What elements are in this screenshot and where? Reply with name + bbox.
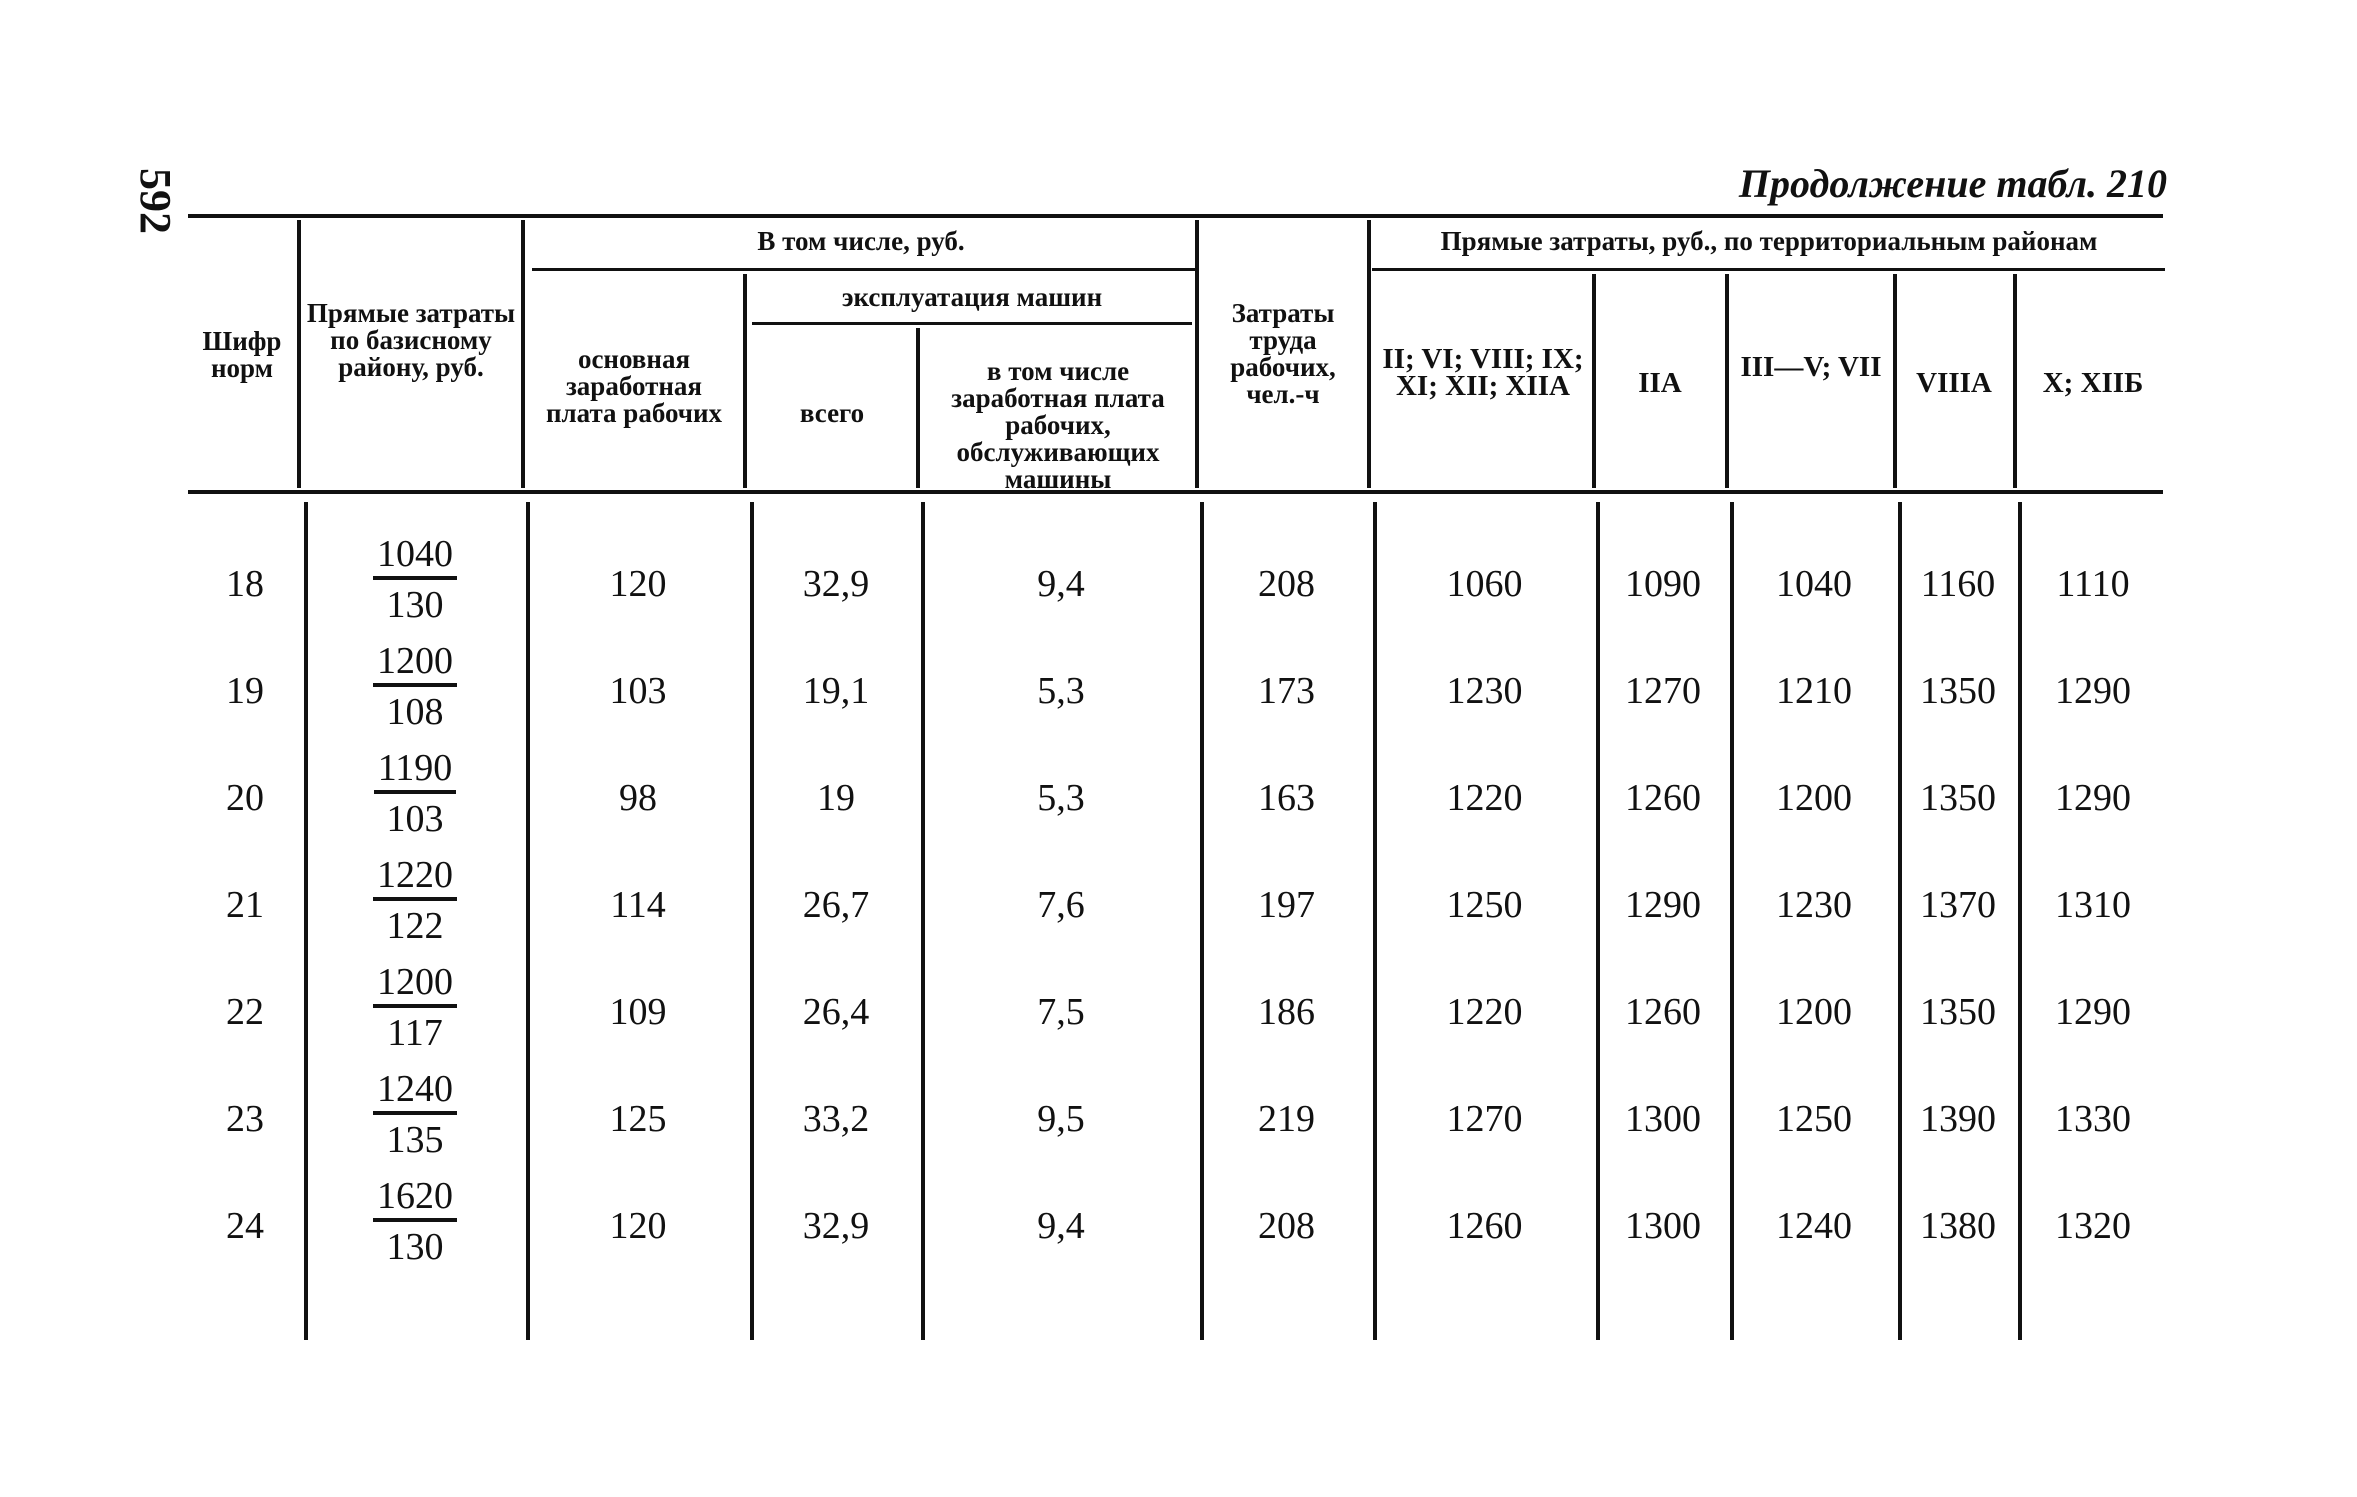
fraction-denominator: 103 xyxy=(386,798,444,840)
header-v-tom-chisle: В том числе, руб. xyxy=(757,226,965,256)
fraction-numerator: 1220 xyxy=(373,853,457,901)
cell-r2: 1260 xyxy=(1625,991,1701,1033)
cell-pryamye-fraction xyxy=(308,532,522,630)
cell-r4: 1390 xyxy=(1920,1098,1996,1140)
fraction-numerator: 1190 xyxy=(374,746,457,794)
fraction xyxy=(373,1174,457,1272)
cell-pryamye-fraction xyxy=(308,1174,522,1272)
cell-vsego: 32,9 xyxy=(802,563,870,605)
cell-r4: 1370 xyxy=(1920,884,1996,926)
cell-r2: 1270 xyxy=(1625,670,1701,712)
fraction-denominator: 117 xyxy=(387,1012,443,1054)
col-divider-6 xyxy=(1367,220,1371,488)
cell-trud: 186 xyxy=(1258,991,1315,1033)
fraction-numerator: 1240 xyxy=(373,1067,457,1115)
cell-r2: 1290 xyxy=(1625,884,1701,926)
cell-vsego: 19 xyxy=(817,777,855,819)
fraction-denominator: 135 xyxy=(386,1119,444,1161)
col-divider-3 xyxy=(743,274,747,488)
header-rayon-1: II; VI; VIII; IX; XI; XII; XIIA xyxy=(1382,343,1584,402)
col-divider-7 xyxy=(1592,274,1596,488)
cell-vsego: 32,9 xyxy=(802,1205,870,1247)
cell-pryamye-fraction xyxy=(308,746,522,844)
col-divider-8 xyxy=(1725,274,1729,488)
cell-r5: 1310 xyxy=(2055,884,2131,926)
cell-trud: 197 xyxy=(1258,884,1315,926)
fraction xyxy=(373,532,457,630)
header-rayon-5: X; XIIБ xyxy=(2042,367,2144,399)
cell-r1: 1220 xyxy=(1446,991,1523,1033)
fraction xyxy=(373,639,457,737)
cell-shifr: 20 xyxy=(226,777,264,819)
cell-pryamye-fraction xyxy=(308,853,522,951)
header-vsego: всего xyxy=(799,398,865,428)
cell-osn: 109 xyxy=(609,991,667,1033)
header-osnovnaya-zarplata: основная заработная плата рабочих xyxy=(545,344,723,428)
table-top-rule xyxy=(188,214,2163,218)
fraction-numerator: 1200 xyxy=(373,960,457,1008)
cell-r4: 1350 xyxy=(1920,670,1996,712)
col-divider-1 xyxy=(297,220,301,488)
cell-r3: 1200 xyxy=(1776,991,1852,1033)
cell-r5: 1330 xyxy=(2055,1098,2131,1140)
fraction xyxy=(374,746,457,844)
header-shifr: Шифр норм xyxy=(202,326,282,383)
cell-osn: 103 xyxy=(609,670,667,712)
cell-r3: 1230 xyxy=(1776,884,1852,926)
cell-r4: 1160 xyxy=(1920,563,1996,605)
cell-pryamye-fraction xyxy=(308,1067,522,1165)
cell-r5: 1290 xyxy=(2055,670,2131,712)
fraction-numerator: 1040 xyxy=(373,532,457,580)
cell-vsego: 26,4 xyxy=(802,991,870,1033)
cell-shifr: 24 xyxy=(226,1205,264,1247)
cell-shifr: 21 xyxy=(226,884,264,926)
cell-vtch: 9,5 xyxy=(1037,1098,1085,1140)
cell-vsego: 26,7 xyxy=(802,884,870,926)
cell-r5: 1290 xyxy=(2055,777,2131,819)
fraction-denominator: 108 xyxy=(386,691,444,733)
fraction xyxy=(373,1067,457,1165)
subheader-rule-rayony xyxy=(1372,268,2165,271)
cell-vtch: 9,4 xyxy=(1037,1205,1085,1247)
fraction-numerator: 1620 xyxy=(373,1174,457,1222)
cell-shifr: 23 xyxy=(226,1098,264,1140)
cell-vtch: 7,6 xyxy=(1037,884,1085,926)
cell-shifr: 18 xyxy=(226,563,264,605)
cell-osn: 120 xyxy=(609,1205,667,1247)
col-divider-9 xyxy=(1893,274,1897,488)
cell-trud: 219 xyxy=(1258,1098,1315,1140)
cell-trud: 208 xyxy=(1258,563,1315,605)
fraction-numerator: 1200 xyxy=(373,639,457,687)
col-divider-4 xyxy=(916,328,920,488)
cell-r1: 1220 xyxy=(1446,777,1523,819)
cell-vtch: 5,3 xyxy=(1037,777,1085,819)
cell-osn: 98 xyxy=(619,777,657,819)
cell-r2: 1300 xyxy=(1625,1205,1701,1247)
cell-vsego: 19,1 xyxy=(802,670,870,712)
header-pryamye-bazisnyy: Прямые затраты по базисному району, руб. xyxy=(306,298,516,382)
col-divider-10 xyxy=(2013,274,2017,488)
cell-shifr: 19 xyxy=(226,670,264,712)
cell-r1: 1250 xyxy=(1446,884,1523,926)
cell-r1: 1260 xyxy=(1446,1205,1523,1247)
cell-vtch: 9,4 xyxy=(1037,563,1085,605)
cell-r5: 1290 xyxy=(2055,991,2131,1033)
cell-r1: 1270 xyxy=(1446,1098,1523,1140)
fraction xyxy=(373,853,457,951)
cell-osn: 125 xyxy=(609,1098,667,1140)
cell-trud: 173 xyxy=(1258,670,1315,712)
fraction xyxy=(373,960,457,1058)
cell-r1: 1230 xyxy=(1446,670,1523,712)
header-v-tom-chisle-zarplata: в том числе заработная плата рабочих, обслуживающих машины xyxy=(951,356,1165,494)
subheader-rule-ekspluatatsiya xyxy=(752,322,1192,325)
cell-trud: 163 xyxy=(1258,777,1315,819)
cell-vtch: 7,5 xyxy=(1037,991,1085,1033)
cell-r4: 1350 xyxy=(1920,777,1996,819)
cell-r5: 1110 xyxy=(2056,563,2130,605)
header-rayon-2: IIA xyxy=(1638,367,1682,399)
cell-r2: 1090 xyxy=(1625,563,1701,605)
cell-trud: 208 xyxy=(1258,1205,1315,1247)
cell-r3: 1200 xyxy=(1776,777,1852,819)
fraction-denominator: 122 xyxy=(386,905,444,947)
cell-vsego: 33,2 xyxy=(802,1098,870,1140)
header-rayon-3: III—V; VII xyxy=(1740,351,1882,383)
page-number: 592 xyxy=(131,168,180,234)
cell-r3: 1040 xyxy=(1776,563,1852,605)
cell-r2: 1260 xyxy=(1625,777,1701,819)
col-divider-5 xyxy=(1195,220,1199,488)
cell-pryamye-fraction xyxy=(308,639,522,737)
table-caption: Продолжение табл. 210 xyxy=(1738,161,2167,206)
cell-shifr: 22 xyxy=(226,991,264,1033)
cell-r4: 1380 xyxy=(1920,1205,1996,1247)
cell-osn: 120 xyxy=(609,563,667,605)
col-divider-2 xyxy=(521,220,525,488)
subheader-rule-v-tom-chisle xyxy=(532,268,1196,271)
cell-r3: 1250 xyxy=(1776,1098,1852,1140)
cell-r2: 1300 xyxy=(1625,1098,1701,1140)
cell-r1: 1060 xyxy=(1446,563,1523,605)
cell-r3: 1240 xyxy=(1776,1205,1852,1247)
header-zatraty-truda: Затраты труда рабочих, чел.-ч xyxy=(1230,298,1336,409)
cell-osn: 114 xyxy=(610,884,666,926)
cell-r5: 1320 xyxy=(2055,1205,2131,1247)
cell-r3: 1210 xyxy=(1776,670,1852,712)
header-rayon-4: VIIIA xyxy=(1916,367,1992,399)
cell-vtch: 5,3 xyxy=(1037,670,1085,712)
fraction-denominator: 130 xyxy=(386,1226,444,1268)
header-pryamye-po-rayonam: Прямые затраты, руб., по территориальным районам xyxy=(1440,226,2098,256)
fraction-denominator: 130 xyxy=(386,584,444,626)
header-ekspluatatsiya-mashin: эксплуатация машин xyxy=(841,282,1103,312)
cell-pryamye-fraction xyxy=(308,960,522,1058)
cell-r4: 1350 xyxy=(1920,991,1996,1033)
